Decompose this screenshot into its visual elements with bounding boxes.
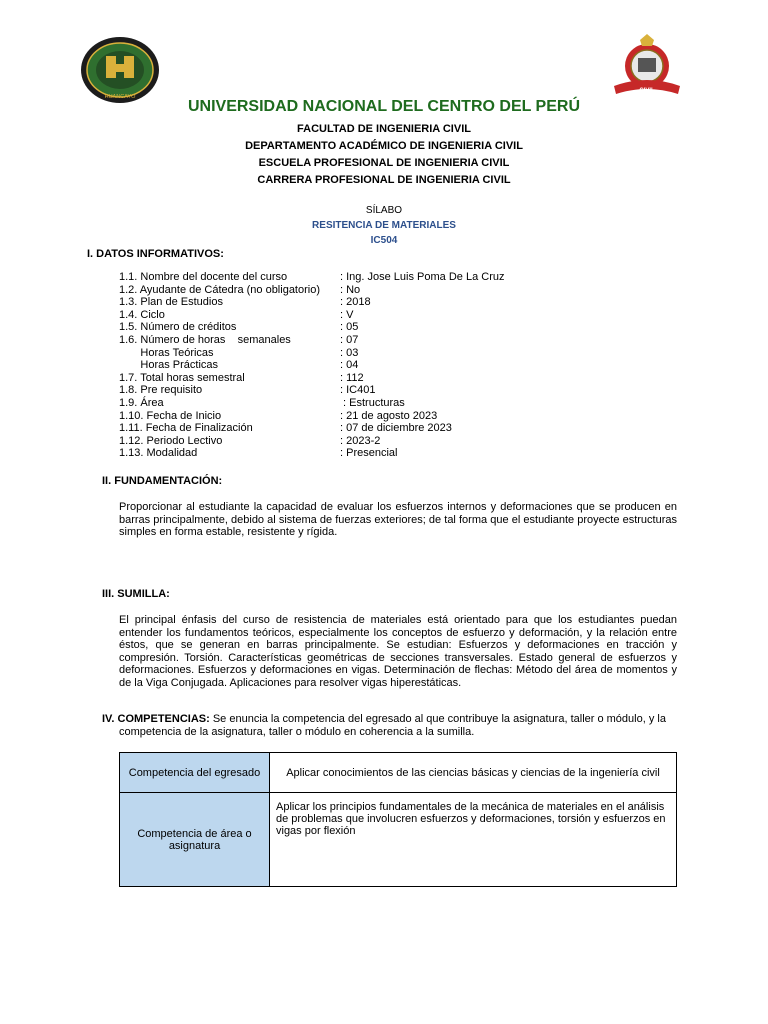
datos-value: : 2023-2	[340, 434, 381, 447]
department-title: DEPARTAMENTO ACADÉMICO DE INGENIERIA CIVIL	[245, 140, 523, 152]
competencia-area-content: Aplicar los principios fundamentales de la mecánica de materiales en el análisis de problemas que involucren esfuerzos y deformaciones, torsión y esfuerzos en vigas por flexión	[270, 793, 677, 887]
section-fundamentacion-title: II. FUNDAMENTACIÓN:	[102, 475, 223, 487]
competencias-table	[119, 752, 677, 887]
datos-label: Horas Prácticas	[119, 359, 219, 372]
school-title: ESCUELA PROFESIONAL DE INGENIERIA CIVIL	[258, 157, 510, 169]
datos-label: 1.3. Plan de Estudios	[119, 296, 223, 309]
datos-label: 1.2. Ayudante de Cátedra (no obligatorio)	[119, 283, 320, 296]
datos-label: 1.13. Modalidad	[119, 447, 198, 460]
datos-label: 1.7. Total horas semestral	[119, 371, 245, 384]
faculty-shield-logo	[612, 34, 682, 106]
section-competencias-title: IV. COMPETENCIAS:	[102, 713, 210, 725]
competencia-area-header: Competencia de área o asignatura	[120, 793, 270, 887]
svg-text:HUANCAYO: HUANCAYO	[104, 94, 136, 100]
fundamentacion-text: Proporcionar al estudiante la capacidad de evaluar los esfuerzos internos y deformaciones que se producen en barras principalmente, debido al sistema de fuerzas exteriores; de tal forma que el estudiante proyecte estructuras simples en forma estable, resistente y rígida.	[119, 501, 677, 539]
datos-value: : V	[340, 308, 354, 321]
datos-value: : No	[340, 283, 361, 296]
course-name: RESITENCIA DE MATERIALES	[312, 220, 456, 231]
datos-value: : 07	[340, 334, 359, 346]
datos-value: : 04	[340, 359, 359, 372]
datos-label: 1.5. Número de créditos	[119, 321, 237, 334]
datos-value: : 21 de agosto 2023	[340, 409, 438, 422]
datos-value: : 07 de diciembre 2023	[340, 422, 452, 435]
datos-value: : 03	[340, 346, 359, 359]
section-datos-title: I. DATOS INFORMATIVOS:	[87, 248, 224, 260]
career-title: CARRERA PROFESIONAL DE INGENIERIA CIVIL	[257, 174, 511, 186]
datos-value: : Estructuras	[340, 397, 405, 409]
table-row	[120, 793, 677, 887]
university-seal-logo	[80, 36, 160, 104]
datos-label: 1.1. Nombre del docente del curso	[119, 271, 288, 283]
datos-label: 1.8. Pre requisito	[119, 384, 203, 397]
course-code: IC504	[370, 235, 398, 246]
datos-label: 1.11. Fecha de Finalización	[119, 422, 253, 435]
datos-value: : IC401	[340, 384, 376, 397]
sumilla-text: El principal énfasis del curso de resistencia de materiales está orientado para que los estudiantes puedan entender los fundamentos teóricos, especialmente los conceptos de esfuerzo y deformación, y la relación entre éstos, que se generan en barras principalmente. Se estudian: Esfuerzos y deformaciones en tracción y compresión. Torsión. Características geométricas de secciones transversales. Estado general de esfuerzos y deformaciones. Esfuerzos y deformaciones en vigas. Determinación de flechas: Método del área de momentos y de la Viga Conjugada. Aplicaciones para resolver vigas hiperestáticas.	[119, 614, 677, 689]
datos-value: : 2018	[340, 296, 371, 309]
university-title: UNIVERSIDAD NACIONAL DEL CENTRO DEL PERÚ	[187, 98, 581, 115]
datos-label: 1.6. Número de horas semanales	[119, 334, 291, 346]
competencias-intro-text: Se enuncia la competencia del egresado al que contribuye la asignatura, taller o módulo, y la competencia de la asignatura, taller o módulo en coherencia a la sumilla.	[119, 713, 666, 738]
datos-value: : Ing. Jose Luis Poma De La Cruz	[340, 271, 505, 283]
svg-text:CIVIL: CIVIL	[639, 88, 655, 94]
datos-label: 1.9. Área	[119, 397, 164, 409]
datos-label: Horas Teóricas	[119, 346, 214, 359]
competencia-egresado-content: Aplicar conocimientos de las ciencias básicas y ciencias de la ingeniería civil	[270, 753, 677, 793]
datos-value: : 112	[340, 371, 364, 384]
datos-label: 1.4. Ciclo	[119, 308, 165, 321]
datos-label: 1.12. Periodo Lectivo	[119, 434, 223, 447]
competencia-egresado-header: Competencia del egresado	[120, 753, 270, 793]
section-sumilla-title: III. SUMILLA:	[102, 588, 170, 600]
faculty-title: FACULTAD DE INGENIERIA CIVIL	[297, 123, 471, 135]
datos-value: : Presencial	[340, 447, 398, 460]
datos-label: 1.10. Fecha de Inicio	[119, 409, 222, 422]
table-row	[120, 753, 677, 793]
competencias-intro	[102, 713, 694, 738]
datos-value: : 05	[340, 321, 359, 334]
document-type: SÍLABO	[365, 205, 403, 216]
